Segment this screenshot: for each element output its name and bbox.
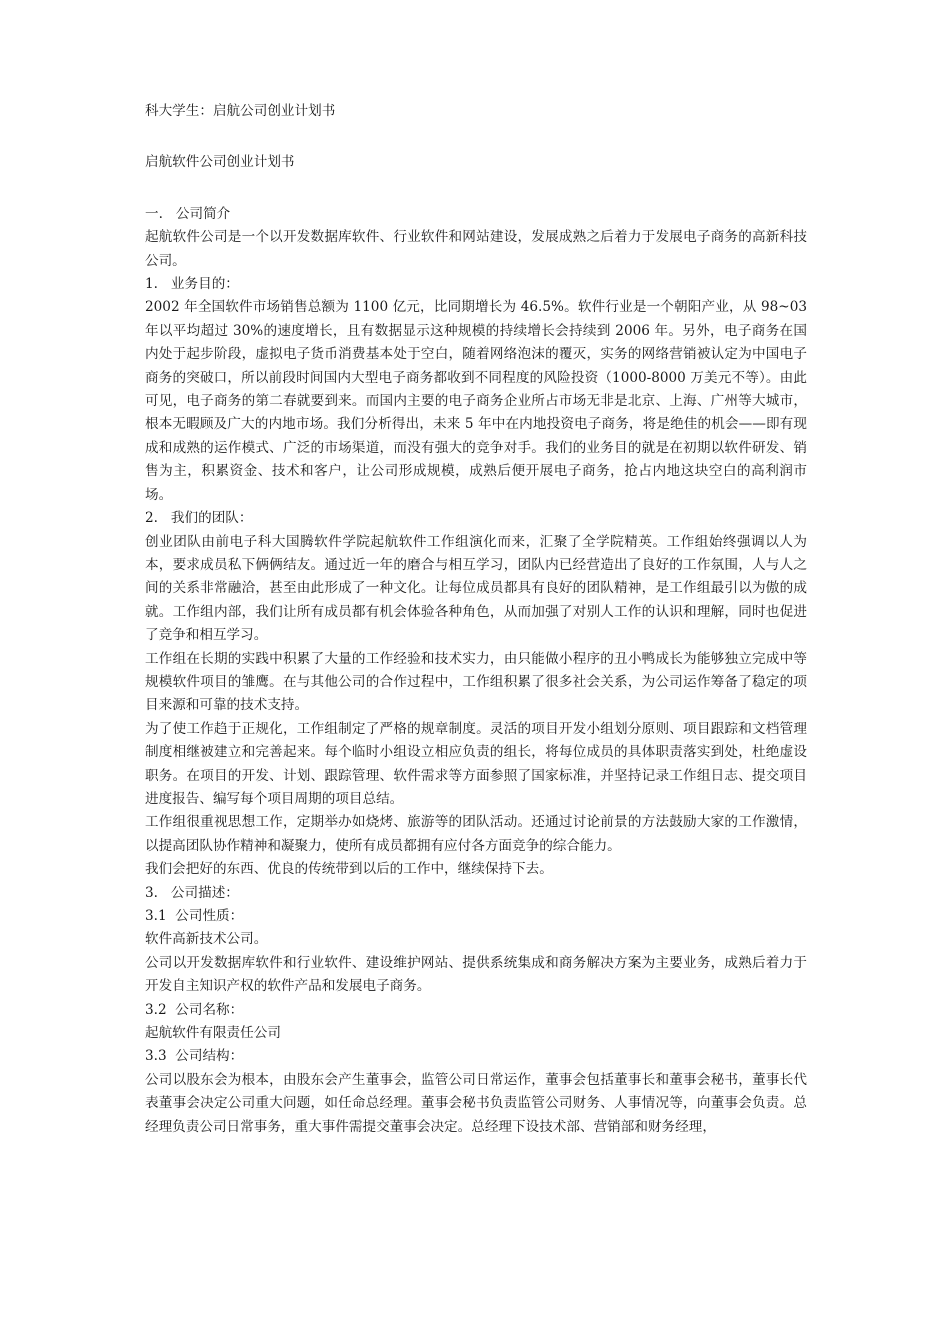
document-title: 科大学生：启航公司创业计划书 [145,103,336,119]
paragraph: 公司以开发数据库软件和行业软件、建设维护网站、提供系统集成和商务解决方案为主要业务，成熟后着力于开发自主知识产权的软件产品和发展电子商务。 [145,954,807,995]
document-body [145,203,812,1139]
paragraph: 起航软件公司是一个以开发数据库软件、行业软件和网站建设，发展成熟之后着力于发展电子商务的高新科技公司。 [145,229,807,269]
paragraph: 我们会把好的东西、优良的传统带到以后的工作中，继续保持下去。 [145,861,553,878]
paragraph: 软件高新技术公司。 [145,931,268,948]
document-subtitle: 启航软件公司创业计划书 [145,154,295,171]
section-heading-business-purpose: 1. 业务目的： [145,276,239,293]
paragraph: 创业团队由前电子科大国腾软件学院起航软件工作组演化而来，汇聚了全学院精英。工作组始终强调以人为本，要求成员私下俩俩结友。通过近一年的磨合与相互学习，团队内已经营造出了良好的工作氛围，人与人之间的关系非常融洽，甚至由此形成了一种文化。让每位成员都具有良好的团队精神，是工作组最引以为傲的成就。工作组内部，我们让所有成员都有机会体验各种角色，从而加强了对别人工作的认识和理解，同时也促进了竞争和相互学习。 [145,533,807,644]
subsection-heading-company-nature: 3.1 公司性质： [145,908,244,924]
section-heading-team: 2. 我们的团队： [145,510,253,527]
paragraph: 工作组在长期的实践中积累了大量的工作经验和技术实力，由只能做小程序的丑小鸭成长为能够独立完成中等规模软件项目的雏鹰。在与其他公司的合作过程中，工作组积累了很多社会关系，为公司运作筹备了稳定的项目来源和可靠的技术支持。 [145,650,807,714]
document-page [145,100,812,1139]
paragraph: 为了使工作趋于正规化，工作组制定了严格的规章制度。灵活的项目开发小组划分原则、项目跟踪和文档管理制度相继被建立和完善起来。每个临时小组设立相应负责的组长，将每位成员的具体职责落实到处，杜绝虚设职务。在项目的开发、计划、跟踪管理、软件需求等方面参照了国家标准，并坚持记录工作组日志、提交项目进度报告、编写每个项目周期的项目总结。 [145,720,807,807]
section-heading-company-description: 3. 公司描述： [145,884,239,901]
subsection-heading-company-structure: 3.3 公司结构： [145,1048,244,1065]
paragraph: 公司以股东会为根本，由股东会产生董事会，监管公司日常运作，董事会包括董事长和董事会秘书，董事长代表董事会决定公司重大问题，如任命总经理。董事会秘书负责监管公司财务、人事情况等，向董事会负责。总经理负责公司日常事务，重大事件需提交董事会决定。总经理下设技术部、营销部和财务经理， [145,1071,807,1135]
paragraph: 起航软件有限责任公司 [145,1025,281,1042]
subsection-heading-company-name: 3.2 公司名称： [145,1001,244,1018]
paragraph: 2002 年全国软件市场销售总额为 1100 亿元，比同期增长为 46.5%。软件行业是一个朝阳产业，从 98~03 年以平均超过 30%的速度增长，且有数据显示这种规模的持续增长会持续到 2006 年。另外，电子商务在国内处于起步阶段，虚拟电子货币消费基本处于空白，随着网络泡沫的覆灭，实务的网络营销被认定为中国电子商务的突破口，所以前段时间国内大型电子商务都收到不同程度的风险投资（1000-8000 万美元不等）。由此可见，电子商务的第二春就要到来。而国内主要的电子商务企业所占市场无非是北京、上海、广州等大城市，根本无暇顾及广大的内地市场。我们分析得出，未来 5 年中在内地投资电子商务，将是绝佳的机会——即有现成和成熟的运作模式、广泛的市场渠道，而没有强大的竞争对手。我们的业务目的就是在初期以软件研发、销售为主，积累资金、技术和客户，让公司形成规模，成熟后便开展电子商务，抢占内地这块空白的高利润市场。 [145,299,812,503]
section-heading-company-intro: 一. 公司简介 [145,205,231,222]
paragraph: 工作组很重视思想工作，定期举办如烧烤、旅游等的团队活动。还通过讨论前景的方法鼓励大家的工作激情，以提高团队协作精神和凝聚力，使所有成员都拥有应付各方面竞争的综合能力。 [145,814,807,854]
